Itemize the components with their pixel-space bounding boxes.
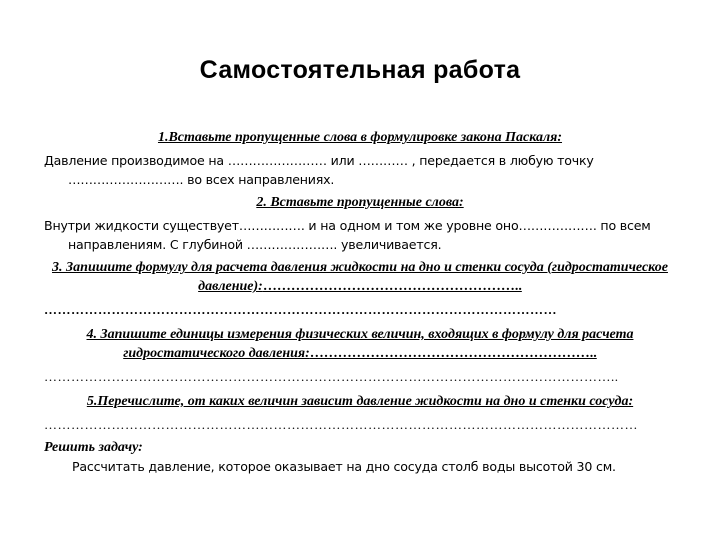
task-text: Рассчитать давление, которое оказывает на дно сосуда столб воды высотой 30 см.: [72, 459, 616, 474]
question-2-heading: 2. Вставьте пропущенные слова:: [256, 195, 464, 210]
worksheet-content: [44, 128, 676, 476]
question-3-heading-dots: ………………………………………………..: [262, 279, 522, 294]
question-3-heading: [44, 258, 676, 296]
question-5-heading: 5.Перечислите, от каких величин зависит давление жидкости на дно и стенки сосуда:: [86, 394, 634, 409]
question-5-answer-line: ……………………………………………………………………………………………………………………: [44, 417, 638, 432]
question-1-text: Давление производимое на …………………… или ………… , передается в любую точку ………………………. во всех направлениях.: [44, 153, 594, 187]
question-4-heading: [44, 325, 676, 363]
task-heading: Решить задачу:: [44, 440, 143, 455]
page-title: Самостоятельная работа: [199, 56, 521, 84]
question-3-heading-text: 3. Запишите формулу для расчета давления жидкости на дно и стенки сосуда (гидростатическое давление):: [52, 260, 668, 294]
question-4-heading-dots: ……………………………………………………..: [309, 346, 597, 361]
question-2-text: Внутри жидкости существует……………. и на одном и том же уровне оно………………. по всем направлениям. С глубиной …………………. увеличивается.: [44, 218, 651, 252]
question-4-heading-text: 4. Запишите единицы измерения физических величин, входящих в формулу для расчета гидростатического давления:: [86, 327, 634, 361]
question-3-answer-line: ……………………………………………………………………………………………………: [44, 302, 557, 317]
question-4-answer-line: ………………………………………………………………………………………………………………..: [44, 369, 619, 384]
question-1-heading: 1.Вставьте пропущенные слова в формулировке закона Паскаля:: [157, 130, 563, 145]
